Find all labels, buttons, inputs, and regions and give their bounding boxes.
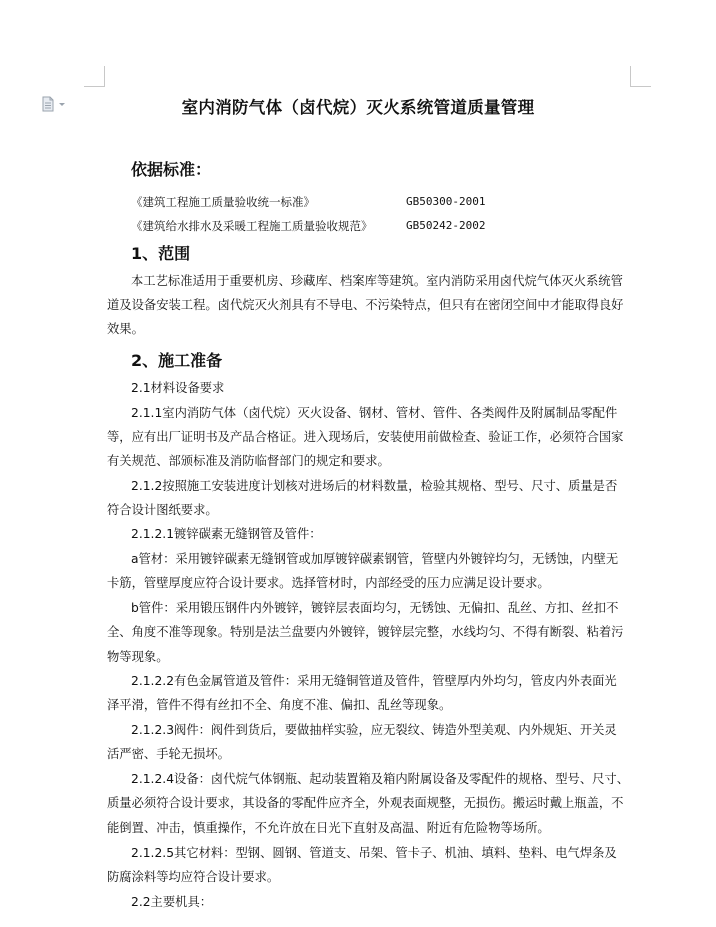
paragraph-line: 效果。 <box>107 322 144 336</box>
standard-name: 《建筑工程施工质量验收统一标准》 <box>131 195 315 209</box>
paragraph-line: 泽平滑，管件不得有丝扣不全、角度不准、偏扣、乱丝等现象。 <box>107 698 452 712</box>
paragraph-line: 物等现象。 <box>107 650 169 664</box>
standard-name: 《建筑给水排水及采暖工程施工质量验收规范》 <box>131 219 373 233</box>
paragraph-line: 质量必须符合设计要求，其设备的零配件应齐全，外观表面规整，无损伤。搬运时戴上瓶盖，不 <box>107 796 624 810</box>
margin-corner-top-right <box>630 66 651 87</box>
paragraph-line: 全、角度不准等现象。特别是法兰盘要内外镀锌，镀锌层完整，水线均匀、不得有断裂、粘着污 <box>107 625 624 639</box>
section-1-heading: 1、范围 <box>131 244 191 263</box>
paragraph-line: b管件：采用锻压钢件内外镀锌，镀锌层表面均匀，无锈蚀、无偏扣、乱丝、方扣、丝扣不 <box>131 601 619 615</box>
paragraph-line: 符合设计图纸要求。 <box>107 503 218 517</box>
paragraph-line: 2.1.2.1镀锌碳素无缝钢管及管件： <box>131 527 322 541</box>
paragraph-line: 本工艺标准适用于重要机房、珍藏库、档案库等建筑。室内消防采用卤代烷气体灭火系统管 <box>131 274 623 288</box>
paragraph-line: 2.1材料设备要求 <box>131 381 225 395</box>
basis-heading: 依据标准： <box>131 160 212 179</box>
paragraph-line: 防腐涂料等均应符合设计要求。 <box>107 870 280 884</box>
paragraph-line: 有关规范、部颁标准及消防临督部门的规定和要求。 <box>107 454 390 468</box>
paragraph-line: 2.1.2.2有色金属管道及管件：采用无缝铜管道及管件，管壁厚内外均匀，管皮内外表面光 <box>131 674 617 688</box>
standard-code: GB50300-2001 <box>406 195 486 208</box>
paragraph-line: 2.1.2.4设备：卤代烷气体钢瓶、起动装置箱及箱内附属设备及零配件的规格、型号、尺寸、 <box>131 772 630 786</box>
document-title: 室内消防气体（卤代烷）灭火系统管道质量管理 <box>181 98 535 117</box>
paragraph-line: 2.1.2.3阀件：阀件到货后，要做抽样实验，应无裂纹、铸造外型美观、内外规矩、开关灵 <box>131 723 617 737</box>
paragraph-line: 2.1.2按照施工安装进度计划核对进场后的材料数量，检验其规格、型号、尺寸、质量是否 <box>131 479 618 493</box>
standard-code: GB50242-2002 <box>406 219 486 232</box>
paragraph-line: a管材：采用镀锌碳素无缝钢管或加厚镀锌碳素钢管，管壁内外镀锌均匀，无锈蚀，内壁无 <box>131 552 619 566</box>
paragraph-line: 活严密、手轮无损坏。 <box>107 747 230 761</box>
paragraph-line: 2.2主要机具： <box>131 895 213 909</box>
paragraph-line: 能倒置、冲击，慎重操作，不允许放在日光下直射及高温、附近有危险物等场所。 <box>107 821 550 835</box>
paragraph-line: 卡筋，管壁厚度应符合设计要求。选择管材时，内部经受的压力应满足设计要求。 <box>107 576 550 590</box>
paragraph-line: 2.1.2.5其它材料：型钢、圆钢、管道支、吊架、管卡子、机油、填料、垫料、电气焊条及 <box>131 846 617 860</box>
paragraph-line: 等，应有出厂证明书及产品合格证。进入现场后，安装使用前做检查、验证工作，必须符合国家 <box>107 430 624 444</box>
paragraph-line: 道及设备安装工程。卤代烷灭火剂具有不导电、不污染特点，但只有在密闭空间中才能取得良好 <box>107 298 624 312</box>
paragraph-line: 2.1.1室内消防气体（卤代烷）灭火设备、钢材、管材、管件、各类阀件及附属制品零配件 <box>131 406 618 420</box>
margin-corner-top-left <box>84 66 105 87</box>
section-2-heading: 2、施工准备 <box>131 351 223 370</box>
